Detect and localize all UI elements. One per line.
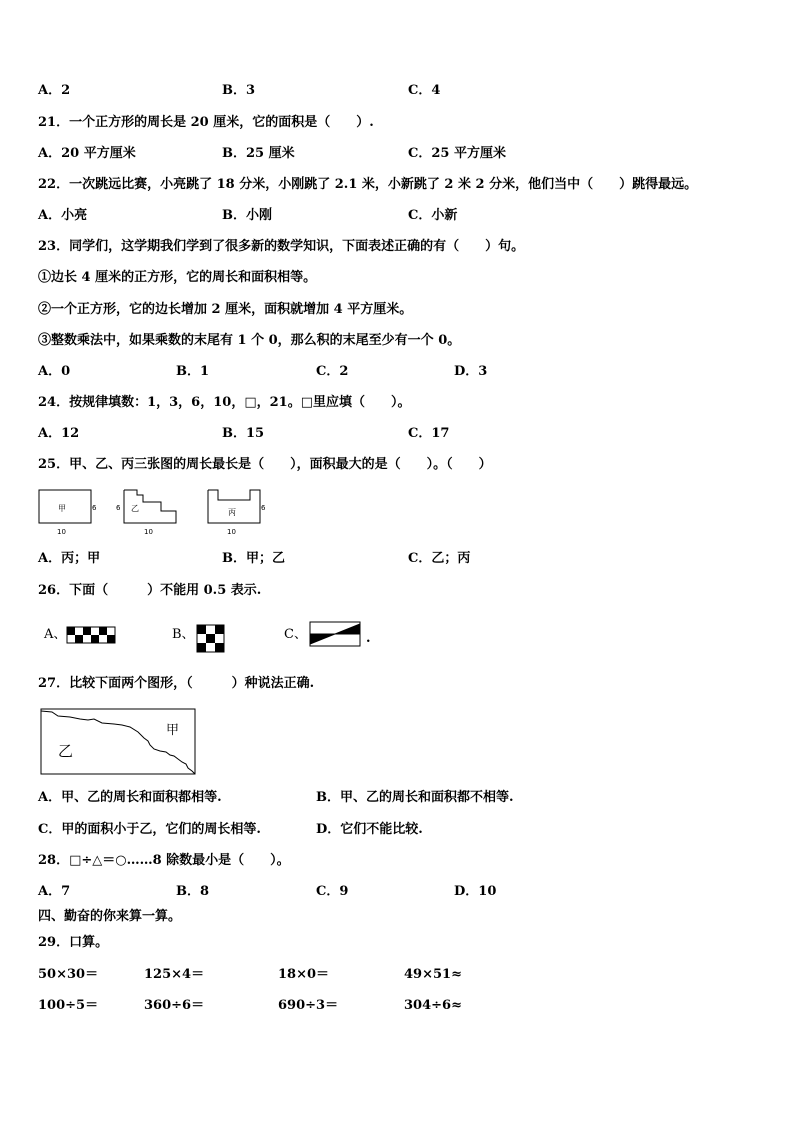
label-jia: 甲 xyxy=(58,504,66,513)
label-jia: 甲 xyxy=(166,723,180,738)
label-ten: 10 xyxy=(57,528,66,536)
q28-stem: 28．□÷△＝○……8 除数最小是（ ）。 xyxy=(38,853,290,868)
figure-yi xyxy=(116,490,176,536)
q26-figure-a[interactable] xyxy=(67,627,115,643)
q23-statement-1: ①边长 4 厘米的正方形，它的周长和面积相等。 xyxy=(38,270,317,285)
q26-figure-c[interactable] xyxy=(310,622,360,646)
q24-option-c[interactable]: C．17 xyxy=(408,426,450,441)
q27-option-c[interactable]: C．甲的面积小于乙，它们的周长相等. xyxy=(38,822,261,837)
q20-option-a[interactable]: A．2 xyxy=(38,83,71,98)
q23-stem: 23．同学们，这学期我们学到了很多新的数学知识，下面表述正确的有（ ）句。 xyxy=(38,239,525,254)
q26-label-b[interactable]: B、 xyxy=(172,627,195,642)
q25-option-c[interactable]: C．乙；丙 xyxy=(408,551,471,566)
figure-jia xyxy=(39,490,97,536)
figure-bing xyxy=(208,490,266,536)
q27-figure xyxy=(40,708,196,775)
label-bing: 丙 xyxy=(228,508,236,517)
q23-statement-2: ②一个正方形，它的边长增加 2 厘米，面积就增加 4 平方厘米。 xyxy=(38,302,413,317)
q29-item: 304÷6≈ xyxy=(404,998,462,1013)
q23-option-b[interactable]: B．1 xyxy=(176,364,210,379)
q23-statement-3: ③整数乘法中，如果乘数的末尾有 1 个 0，那么积的末尾至少有一个 0。 xyxy=(38,333,461,348)
q25-stem: 25．甲、乙、丙三张图的周长最长是（ ），面积最大的是（ ）。（ ） xyxy=(38,457,492,472)
q28-option-d[interactable]: D．10 xyxy=(454,884,497,899)
q26-end-period: . xyxy=(366,631,371,646)
q26-label-c[interactable]: C、 xyxy=(284,627,307,642)
q22-option-b[interactable]: B．小刚 xyxy=(222,208,272,223)
q26-figure-b[interactable] xyxy=(197,625,224,652)
q21-option-a[interactable]: A．20 平方厘米 xyxy=(38,146,136,161)
label-six: 6 xyxy=(261,504,266,512)
q25-option-b[interactable]: B．甲；乙 xyxy=(222,551,285,566)
q29-item: 50×30＝ xyxy=(38,967,99,982)
q23-option-c[interactable]: C．2 xyxy=(316,364,349,379)
q29-item: 49×51≈ xyxy=(404,967,462,982)
q21-option-b[interactable]: B．25 厘米 xyxy=(222,146,295,161)
label-ten: 10 xyxy=(227,528,236,536)
q26-label-a[interactable]: A、 xyxy=(44,627,67,642)
q25-option-a[interactable]: A．丙；甲 xyxy=(38,551,101,566)
q21-option-c[interactable]: C．25 平方厘米 xyxy=(408,146,506,161)
q27-option-b[interactable]: B．甲、乙的周长和面积都不相等. xyxy=(316,790,514,805)
q20-option-c[interactable]: C．4 xyxy=(408,83,441,98)
q24-option-a[interactable]: A．12 xyxy=(38,426,80,441)
q27-option-a[interactable]: A．甲、乙的周长和面积都相等. xyxy=(38,790,222,805)
label-ten: 10 xyxy=(144,528,153,536)
q29-stem: 29．口算。 xyxy=(38,935,109,950)
q23-option-d[interactable]: D．3 xyxy=(454,364,488,379)
q29-item: 18×0＝ xyxy=(278,967,330,982)
label-six: 6 xyxy=(116,504,121,512)
q24-option-b[interactable]: B．15 xyxy=(222,426,265,441)
q28-option-a[interactable]: A．7 xyxy=(38,884,71,899)
q27-option-d[interactable]: D．它们不能比较. xyxy=(316,822,423,837)
section-4-heading: 四、勤奋的你来算一算。 xyxy=(38,909,182,924)
q23-option-a[interactable]: A．0 xyxy=(38,364,71,379)
q29-item: 100÷5＝ xyxy=(38,998,99,1013)
label-yi: 乙 xyxy=(58,742,74,760)
q29-item: 690÷3＝ xyxy=(278,998,339,1013)
q24-stem: 24．按规律填数：1，3，6，10，□，21。□里应填（ ）。 xyxy=(38,395,411,410)
q28-option-c[interactable]: C．9 xyxy=(316,884,349,899)
q26-stem: 26．下面（ ）不能用 0.5 表示. xyxy=(38,583,262,598)
q22-option-c[interactable]: C．小新 xyxy=(408,208,458,223)
q22-stem: 22．一次跳远比赛，小亮跳了 18 分米，小刚跳了 2.1 米，小新跳了 2 米 2 分米，他们当中（ ）跳得最远。 xyxy=(38,177,698,192)
q22-option-a[interactable]: A．小亮 xyxy=(38,208,88,223)
q27-stem: 27．比较下面两个图形，（ ）种说法正确. xyxy=(38,676,315,691)
label-six: 6 xyxy=(92,504,97,512)
q25-figures xyxy=(30,485,290,540)
q29-item: 360÷6＝ xyxy=(144,998,205,1013)
q29-item: 125×4＝ xyxy=(144,967,205,982)
q21-stem: 21．一个正方形的周长是 20 厘米，它的面积是（ ）. xyxy=(38,115,374,130)
q28-option-b[interactable]: B．8 xyxy=(176,884,210,899)
label-yi: 乙 xyxy=(131,504,139,513)
q20-option-b[interactable]: B．3 xyxy=(222,83,256,98)
